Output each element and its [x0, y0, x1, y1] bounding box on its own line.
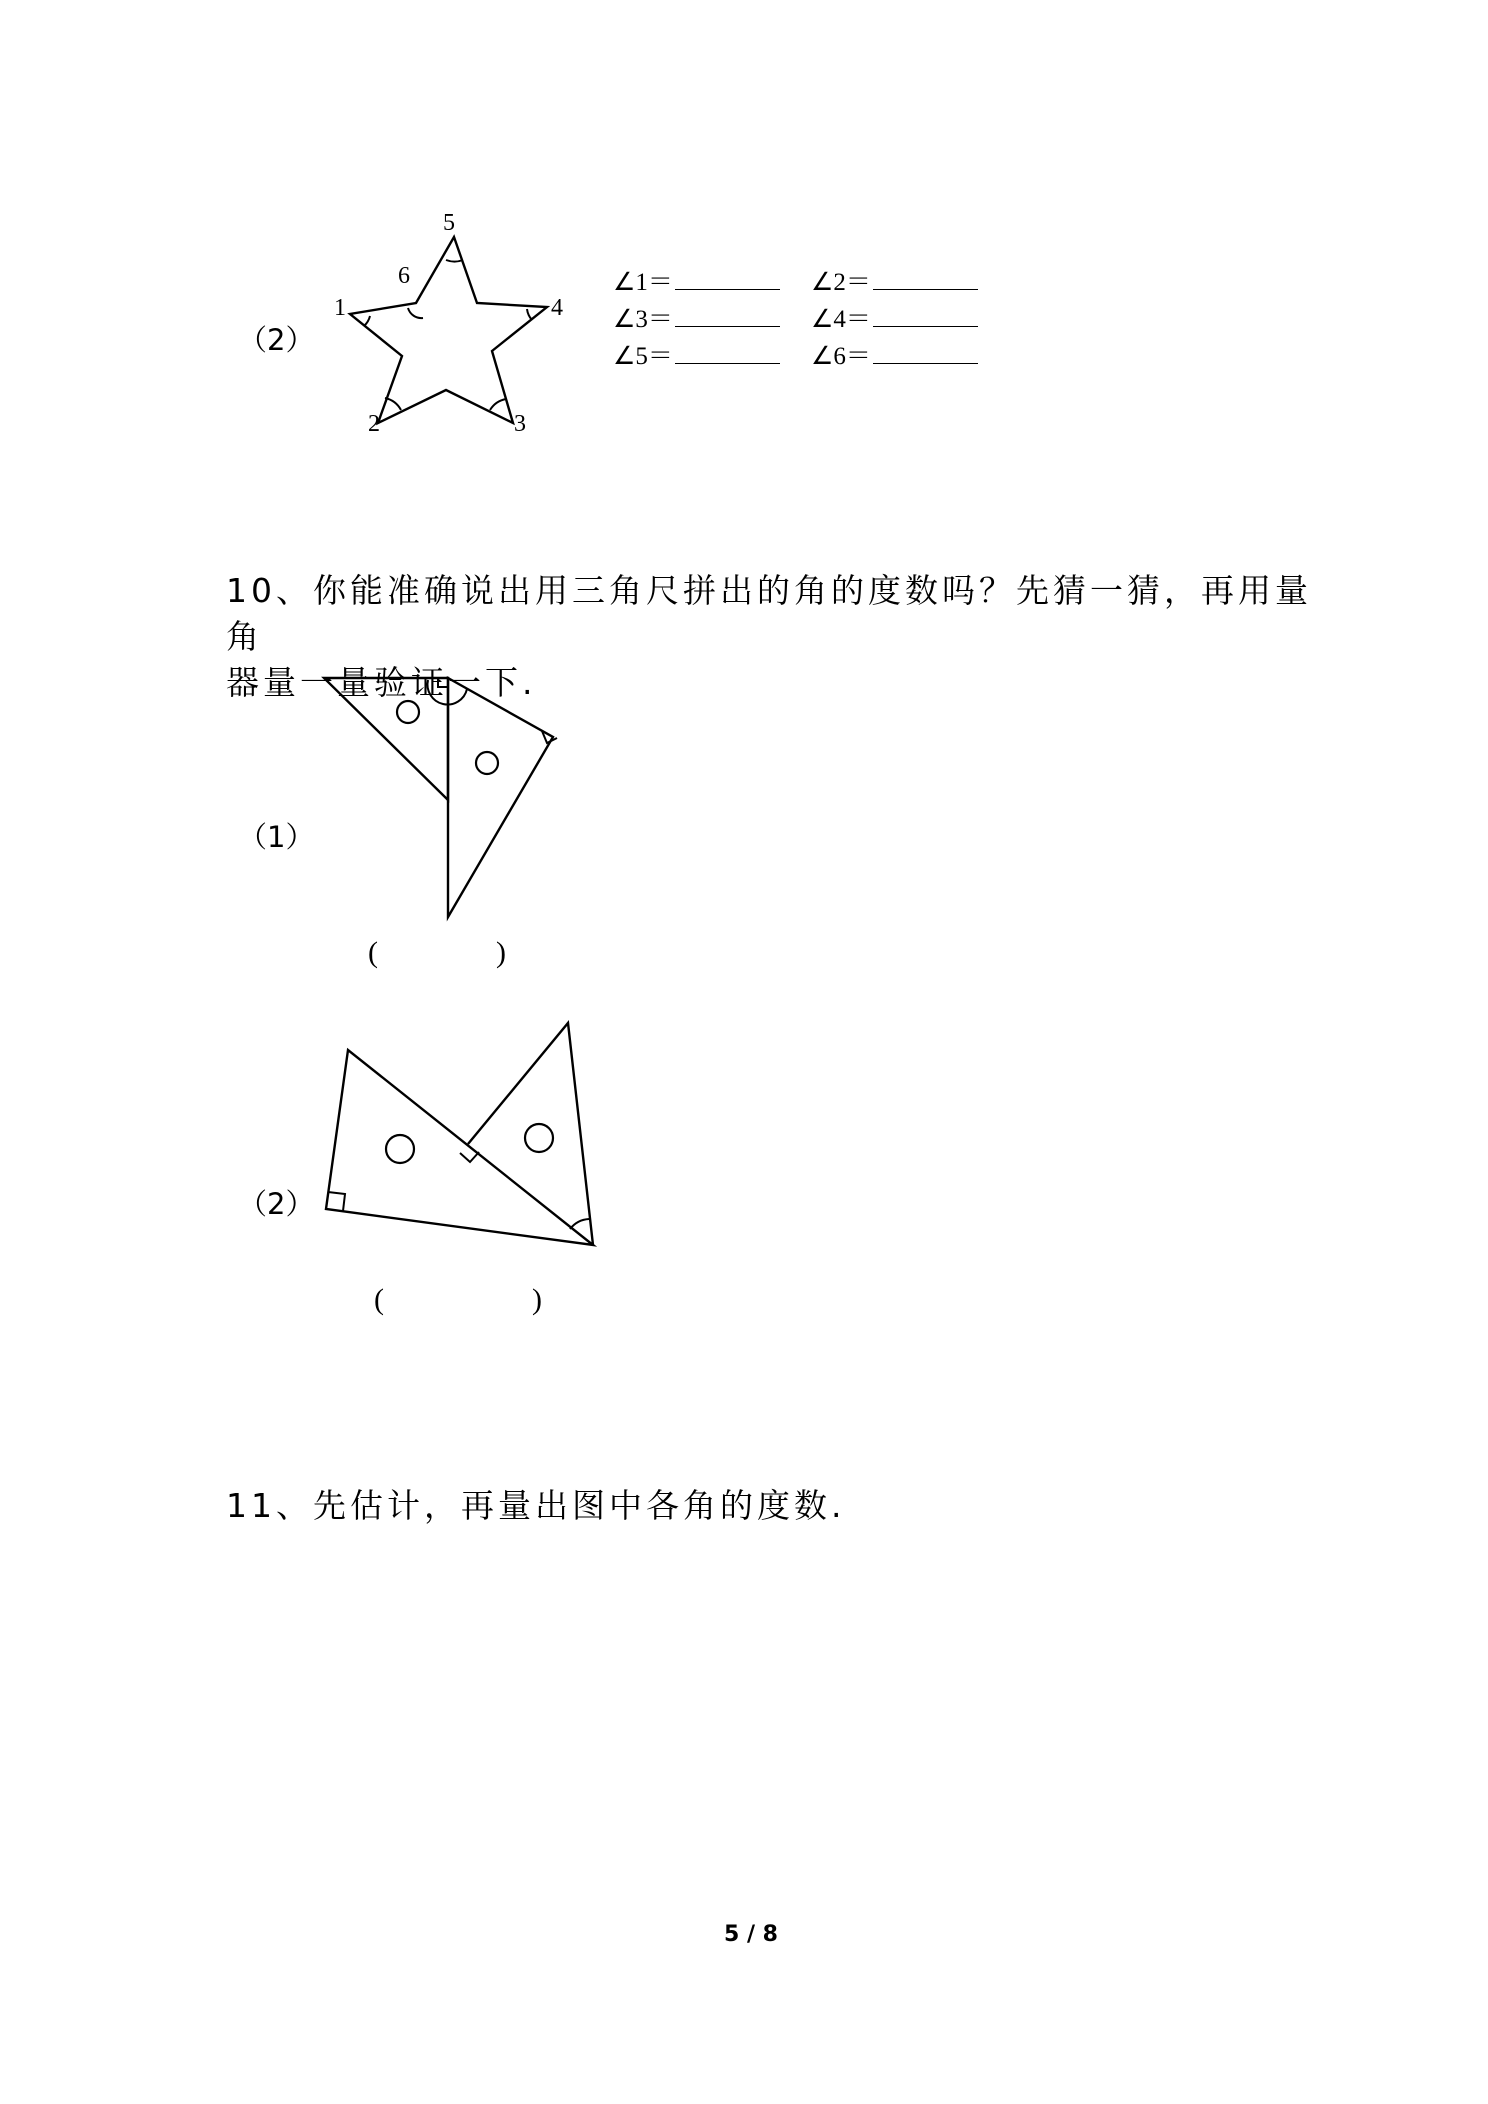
angle-arc-4 — [527, 309, 532, 320]
answer-angle-2 — [811, 262, 978, 298]
answer-angle-2-blank[interactable] — [873, 267, 978, 290]
angle-arc-1 — [364, 316, 370, 326]
hole-45 — [397, 701, 419, 723]
q10-line1: 10、你能准确说出用三角尺拼出的角的度数吗？先猜一猜，再用量角 — [226, 571, 1312, 656]
star-label-6: 6 — [398, 263, 410, 289]
star-label-3: 3 — [514, 411, 526, 437]
answer-angle-1 — [613, 262, 780, 298]
answer-angle-4-blank[interactable] — [873, 304, 978, 327]
angle-arc-3 — [490, 399, 506, 410]
triangle-small — [468, 1023, 593, 1245]
star-label-2: 2 — [368, 411, 380, 437]
q9-part2-label: （2） — [238, 323, 315, 357]
page-number: 5 / 8 — [724, 1922, 778, 1947]
answer-angle-5-blank[interactable] — [675, 341, 780, 364]
star-label-5: 5 — [443, 210, 455, 236]
angle-arc-5 — [446, 260, 463, 262]
answer-angle-3 — [613, 299, 780, 335]
hole-30-60 — [476, 752, 498, 774]
paren-open: ( — [368, 936, 378, 969]
q10-part2-answer[interactable] — [374, 1283, 542, 1317]
paren-open: ( — [374, 1283, 384, 1316]
star-figure — [330, 205, 590, 437]
triangle-45 — [324, 678, 448, 800]
right-angle-mark-bottom-left — [328, 1192, 345, 1211]
star-label-4: 4 — [551, 295, 563, 321]
answer-angle-6-label: ∠6＝ — [811, 343, 871, 370]
hole-large — [386, 1135, 414, 1163]
paren-close: ) — [532, 1283, 542, 1316]
q11-text: 11、先估计，再量出图中各角的度数. — [226, 1486, 846, 1525]
q10-part1-answer[interactable] — [368, 936, 506, 970]
answer-angle-3-label: ∠3＝ — [613, 306, 673, 333]
q10-part2-label: （2） — [238, 1187, 315, 1221]
angle-arc-6 — [408, 308, 423, 318]
triangle-30-60 — [448, 678, 553, 917]
answer-angle-5-label: ∠5＝ — [613, 343, 673, 370]
q10-line2: 器量一量验证一下. — [226, 663, 537, 702]
answer-angle-5 — [613, 336, 780, 372]
answer-angle-3-blank[interactable] — [675, 304, 780, 327]
triangle-large — [326, 1050, 593, 1245]
paren-close: ) — [496, 936, 506, 969]
set-square-figure-2 — [315, 1015, 605, 1255]
answer-angle-1-blank[interactable] — [675, 267, 780, 290]
answer-angle-6-blank[interactable] — [873, 341, 978, 364]
star-label-1: 1 — [334, 295, 346, 321]
q10-part1-label: （1） — [238, 820, 315, 854]
answer-angle-4 — [811, 299, 978, 335]
right-angle-mark-top — [438, 678, 448, 687]
star-outline — [350, 237, 547, 423]
answer-angle-2-label: ∠2＝ — [811, 269, 871, 296]
set-square-figure-1 — [320, 668, 590, 928]
answer-angle-1-label: ∠1＝ — [613, 269, 673, 296]
hole-small — [525, 1124, 553, 1152]
answer-angle-6 — [811, 336, 978, 372]
answer-angle-4-label: ∠4＝ — [811, 306, 871, 333]
